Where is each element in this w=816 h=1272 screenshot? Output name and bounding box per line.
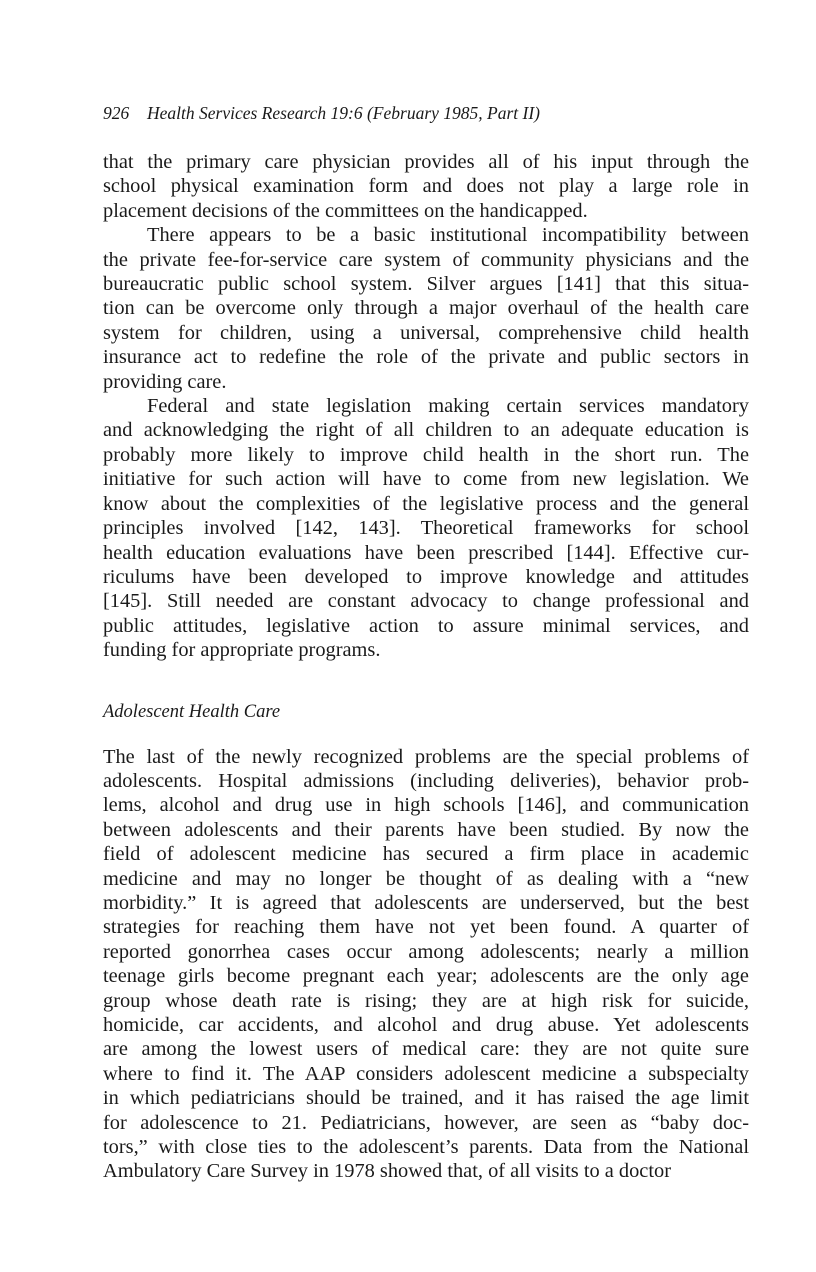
text-line: are among the lowest users of medical care: they are not quite sure [103, 1038, 749, 1061]
text-line: principles involved [142, 143]. Theoretical frameworks for school [103, 517, 749, 540]
text-line: morbidity.” It is agreed that adolescents are underserved, but the best [103, 891, 749, 914]
text-line: field of adolescent medicine has secured a firm place in academic [103, 843, 749, 866]
text-line: adolescents. Hospital admissions (including deliveries), behavior prob- [103, 769, 749, 792]
text-line: insurance act to redefine the role of the private and public sectors in [103, 346, 749, 369]
text-line: Federal and state legislation making certain services mandatory [147, 395, 749, 418]
text-line: tion can be overcome only through a major overhaul of the health care [103, 297, 749, 320]
paragraph-2 [103, 223, 749, 394]
page-content [103, 100, 749, 1184]
text-line: where to find it. The AAP considers adolescent medicine a subspecialty [103, 1062, 749, 1085]
paragraph-3 [103, 394, 749, 662]
text-line: placement decisions of the committees on the handicapped. [103, 199, 588, 222]
text-line: The last of the newly recognized problems are the special problems of [103, 745, 749, 768]
text-line: providing care. [103, 370, 227, 393]
text-line: riculums have been developed to improve knowledge and attitudes [103, 565, 749, 588]
text-line: homicide, car accidents, and alcohol and drug abuse. Yet adolescents [103, 1014, 749, 1036]
text-line: and acknowledging the right of all children to an adequate education is [103, 419, 749, 442]
paragraph-4 [103, 745, 749, 1184]
text-line: know about the complexities of the legislative process and the general [103, 492, 749, 515]
text-line: group whose death rate is rising; they are at high risk for suicide, [103, 989, 749, 1012]
text-line: the private fee-for-service care system of community physicians and the [103, 248, 749, 271]
text-line: system for children, using a universal, comprehensive child health [103, 321, 749, 344]
text-line: in which pediatricians should be trained, and it has raised the age limit [103, 1087, 749, 1110]
text-line: that the primary care physician provides all of his input through the [103, 151, 749, 173]
text-line: initiative for such action will have to come from new legislation. We [103, 468, 749, 491]
text-line: between adolescents and their parents have been studied. By now the [103, 818, 749, 841]
text-line: medicine and may no longer be thought of as dealing with a “new [103, 867, 749, 890]
text-line: school physical examination form and does not play a large role in [103, 175, 749, 198]
text-line: health education evaluations have been prescribed [144]. Effective cur- [103, 541, 749, 564]
text-line: strategies for reaching them have not yet been found. A quarter of [103, 916, 749, 939]
text-line: reported gonorrhea cases occur among adolescents; nearly a million [103, 940, 749, 963]
section-heading: Adolescent Health Care [103, 701, 281, 722]
page-number: 926 [103, 103, 130, 123]
paragraph-1 [103, 150, 749, 223]
text-line: lems, alcohol and drug use in high schools [146], and communication [103, 794, 749, 817]
text-line: tors,” with close ties to the adolescent’s parents. Data from the National [103, 1136, 749, 1159]
text-line: [145]. Still needed are constant advocacy to change professional and [103, 590, 749, 613]
text-line: Ambulatory Care Survey in 1978 showed that, of all visits to a doctor [103, 1160, 672, 1183]
text-line: bureaucratic public school system. Silver argues [141] that this situa- [103, 273, 749, 296]
text-line: There appears to be a basic institutional incompatibility between [147, 224, 749, 247]
text-line: teenage girls become pregnant each year; adolescents are the only age [103, 965, 749, 988]
journal-citation: Health Services Research 19:6 (February 1985, Part II) [147, 103, 540, 123]
text-line: funding for appropriate programs. [103, 639, 381, 662]
text-line: probably more likely to improve child health in the short run. The [103, 443, 749, 466]
text-line: public attitudes, legislative action to assure minimal services, and [103, 614, 749, 637]
text-line: for adolescence to 21. Pediatricians, however, are seen as “baby doc- [103, 1111, 749, 1134]
running-head [103, 100, 749, 126]
